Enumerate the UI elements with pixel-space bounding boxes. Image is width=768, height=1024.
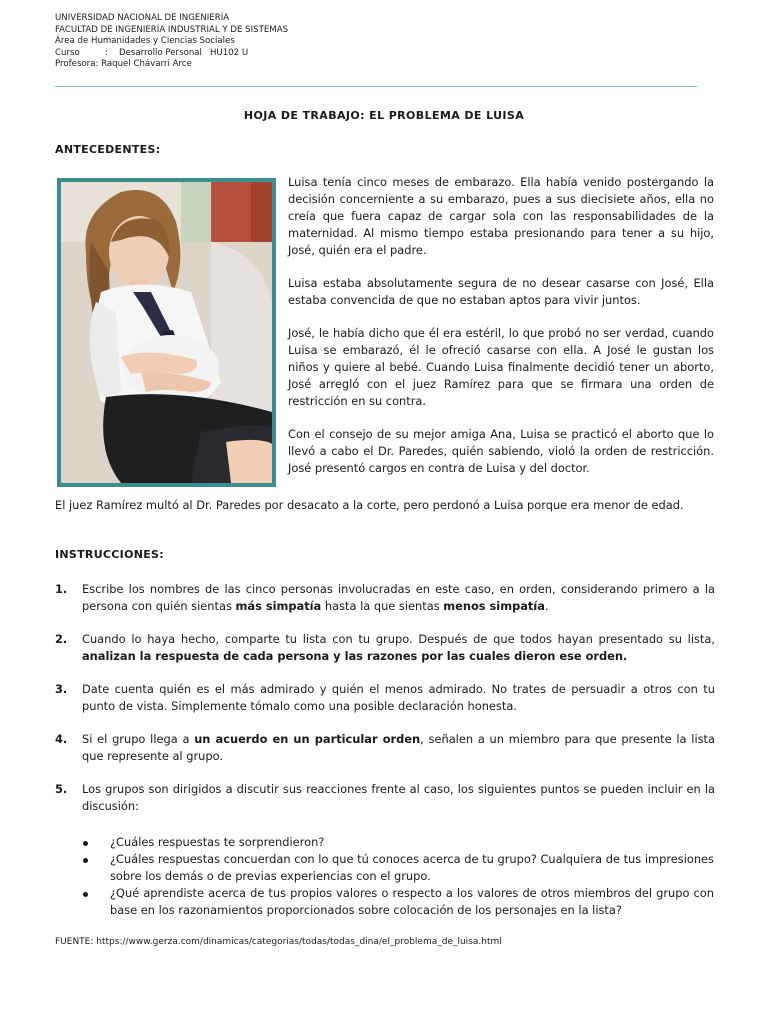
source-line [55, 936, 502, 948]
area-name: Área de Humanidades y Ciencias Sociales [55, 36, 235, 47]
step-text-part: . [544, 599, 549, 613]
case-story [288, 174, 714, 493]
step-text-part: , señalen a un miembro para que presente la lista que represente al grupo. [82, 732, 715, 763]
document-title: HOJA DE TRABAJO: EL PROBLEMA DE LUISA [243, 109, 525, 122]
instruction-step-4 [55, 731, 715, 765]
step-number: 2. [55, 632, 68, 646]
step-text [82, 631, 715, 665]
discussion-question: ¿Cuáles respuestas concuerdan con lo que tú conoces acerca de tu grupo? Cualquiera de tus impresiones sobre los demás o de previas experiencias con el grupo. [80, 851, 714, 885]
course-code: HU102 U [209, 47, 249, 58]
step-text-part: hasta la que sientas [321, 599, 444, 613]
source-label: FUENTE: [55, 937, 94, 947]
step-number: 1. [55, 582, 68, 596]
discussion-question: ¿Qué aprendiste acerca de tus propios valores o respecto a los valores de otros miembros del grupo con base en los razonamientos proporcionados sobre colocación de los personajes en la lista? [80, 885, 714, 919]
pregnant-girl-photo [57, 178, 276, 487]
university-name: UNIVERSIDAD NACIONAL DE INGENIERÍA [55, 13, 230, 23]
instructions-heading: INSTRUCCIONES: [55, 548, 164, 561]
instruction-step-3 [55, 681, 715, 715]
step-text-part: Si el grupo llega a [82, 732, 195, 746]
step-text [82, 581, 715, 615]
header-divider [55, 86, 697, 87]
step-emphasis: analizan la respuesta de cada persona y las razones por las cuales dieron ese orden. [82, 649, 628, 663]
faculty-name: FACULTAD DE INGENIERÍA INDUSTRIAL Y DE SISTEMAS [55, 24, 289, 35]
course-name: Desarrollo Personal [119, 47, 202, 58]
course-separator: : [105, 47, 108, 58]
step-number: 5. [55, 782, 68, 796]
step-emphasis: más simpatía [235, 599, 322, 613]
story-paragraph: Luisa tenía cinco meses de embarazo. Ella había venido postergando la decisión concerniente a su embarazo, pues a sus diecisiete años, ella no creía que fuera capaz de cargar sola con las responsabilidades de la maternidad. Al mismo tiempo estaba presionando para tener a su hijo, José, quién era el padre. [288, 175, 714, 257]
course-line [55, 48, 288, 60]
instruction-step-1 [55, 581, 715, 615]
document-header [55, 13, 288, 71]
background-heading: ANTECEDENTES: [55, 143, 161, 156]
instruction-step-5 [55, 781, 715, 815]
story-paragraph: Luisa estaba absolutamente segura de no desear casarse con José, Ella estaba convencida de que no estaban aptos para vivir juntos. [288, 276, 714, 307]
source-url: https://www.gerza.com/dinamicas/categorias/todas/todas_dina/el_problema_de_luisa.html [96, 937, 502, 947]
step-text-part: Cuando lo haya hecho, comparte tu lista con tu grupo. Después de que todos hayan presentado su lista, [82, 632, 715, 646]
course-label: Curso [55, 47, 80, 58]
story-paragraph: Con el consejo de su mejor amiga Ana, Luisa se practicó el aborto que lo llevó a cabo el Dr. Paredes, quién sabiendo, violó la orden de restricción. José presentó cargos en contra de Luisa y del doctor. [288, 427, 714, 475]
instruction-step-2 [55, 631, 715, 665]
story-closing: El juez Ramírez multó al Dr. Paredes por desacato a la corte, pero perdonó a Luisa porque era menor de edad. [55, 498, 684, 512]
story-paragraph: José, le había dicho que él era estéril, lo que probó no ser verdad, cuando Luisa se embarazó, él le ofreció casarse con ella. A José le gustan los niños y quiere al bebé. Cuando Luisa finalmente decidió tener un aborto, José arregló con el juez Ramírez para que se firmara una orden de restricción en su contra. [288, 326, 714, 408]
discussion-question: ¿Cuáles respuestas te sorprendieron? [80, 834, 714, 851]
step-emphasis: un acuerdo en un particular orden [194, 732, 421, 746]
discussion-questions [80, 834, 714, 919]
step-number: 4. [55, 732, 68, 746]
photo-illustration [61, 182, 272, 483]
step-text-part: Escribe los nombres de las cinco personas involucradas en este caso, en orden, considerando primero a la persona con quién sientas [82, 582, 715, 613]
step-text [82, 731, 715, 765]
step-emphasis: menos simpatía [443, 599, 545, 613]
instruction-steps [55, 581, 715, 831]
step-text: Date cuenta quién es el más admirado y quién el menos admirado. No trates de persuadir a otros con tu punto de vista. Simplemente tómalo como una posible declaración honesta. [82, 682, 715, 713]
professor-name: Profesora: Raquel Chávarri Arce [55, 59, 192, 70]
step-text: Los grupos son dirigidos a discutir sus reacciones frente al caso, los siguientes puntos se pueden incluir en la discusión: [82, 782, 715, 813]
step-number: 3. [55, 682, 68, 696]
